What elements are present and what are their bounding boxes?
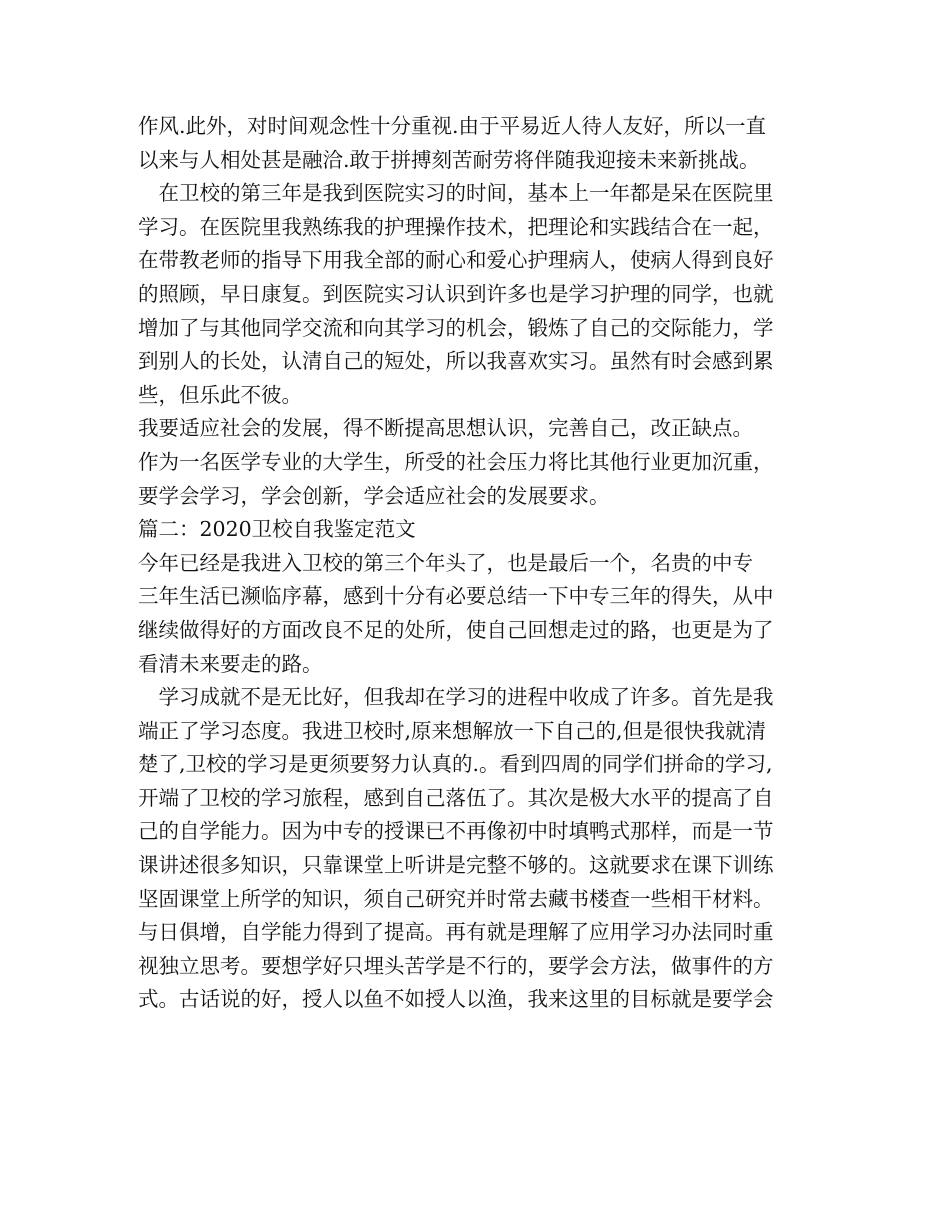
text-line: 己的自学能力。因为中专的授课已不再像初中时填鸭式那样，而是一节 [138, 819, 774, 844]
text-line: 开端了卫校的学习旅程，感到自己落伍了。其次是极大水平的提高了自 [138, 785, 774, 810]
text-line: 楚了,卫校的学习是更须要努力认真的.。看到四周的同学们拼命的学习, [138, 752, 773, 777]
text-line: 端正了学习态度。我进卫校时,原来想解放一下自己的,但是很快我就清 [138, 718, 767, 743]
text-line: 我要适应社会的发展，得不断提高思想认识，完善自己，改正缺点。 [138, 416, 753, 441]
text-line: 视独立思考。要想学好只埋头苦学是不行的，要学会方法，做事件的方 [138, 953, 774, 978]
text-line: 看清未来要走的路。 [138, 651, 323, 676]
text-line: 以来与人相处甚是融洽.敢于拼搏刻苦耐劳将伴随我迎接未来新挑战。 [138, 147, 760, 172]
section-heading: 篇二：2020卫校自我鉴定范文 [138, 517, 416, 542]
text-line: 学习成就不是无比好，但我却在学习的进程中收成了许多。首先是我 [138, 685, 774, 710]
text-line: 课讲述很多知识，只靠课堂上听讲是完整不够的。这就要求在课下训练 [138, 853, 774, 878]
text-line: 在卫校的第三年是我到医院实习的时间，基本上一年都是呆在医院里 [138, 181, 774, 206]
text-line: 要学会学习，学会创新，学会适应社会的发展要求。 [138, 483, 610, 508]
text-line: 式。古话说的好，授人以鱼不如授人以渔，我来这里的目标就是要学会 [138, 987, 774, 1012]
text-line: 些，但乐此不彼。 [138, 382, 302, 407]
text-line: 到别人的长处，认清自己的短处，所以我喜欢实习。虽然有时会感到累 [138, 349, 774, 374]
text-line: 增加了与其他同学交流和向其学习的机会，锻炼了自己的交际能力，学 [138, 315, 774, 340]
text-line: 在带教老师的指导下用我全部的耐心和爱心护理病人，使病人得到良好 [138, 248, 774, 273]
text-line: 继续做得好的方面改良不足的处所，使自己回想走过的路，也更是为了 [138, 617, 774, 642]
text-line: 三年生活已濒临序幕，感到十分有必要总结一下中专三年的得失，从中 [138, 584, 774, 609]
text-line: 学习。在医院里我熟练我的护理操作技术，把理论和实践结合在一起， [138, 214, 774, 239]
document-body [138, 110, 838, 1017]
text-line: 的照顾，早日康复。到医院实习认识到许多也是学习护理的同学，也就 [138, 281, 774, 306]
text-line: 与日俱增，自学能力得到了提高。再有就是理解了应用学习办法同时重 [138, 920, 774, 945]
text-line: 作为一名医学专业的大学生，所受的社会压力将比其他行业更加沉重， [138, 449, 774, 474]
text-line: 坚固课堂上所学的知识，须自己研究并时常去藏书楼查一些相干材料。 [138, 886, 774, 911]
text-line: 今年已经是我进入卫校的第三个年头了，也是最后一个，名贵的中专 [138, 550, 753, 575]
text-line: 作风.此外，对时间观念性十分重视.由于平易近人待人友好，所以一直 [138, 114, 767, 138]
